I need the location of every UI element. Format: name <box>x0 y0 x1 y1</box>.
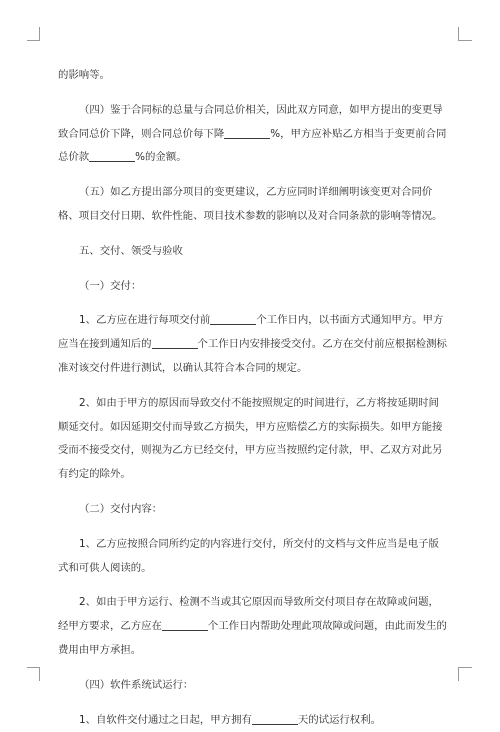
crop-mark-top-right <box>458 27 472 41</box>
paragraph-continuation: 的影响等。 <box>58 69 110 81</box>
fill-in-blank[interactable] <box>224 125 270 139</box>
subsection-heading-delivery: （一）交付： <box>79 279 142 292</box>
content-item-2: 2、如由于甲方运行、检测不当或其它原因而导致所交付项目存在故障或问题，经甲方要求，乙方应在 个工作日内帮助处理此项故障或问题，由此而发生的费用由甲方承担。 <box>58 596 447 656</box>
fill-in-blank[interactable] <box>152 335 198 349</box>
subsection-heading-trial-run: （四）软件系统试运行： <box>79 678 194 691</box>
crop-mark-bottom-left <box>27 667 40 681</box>
fill-in-blank[interactable] <box>210 311 256 325</box>
trial-run-item-1: 1、自软件交付通过之日起，甲方拥有 天的试运行权利。 <box>58 709 448 732</box>
fill-in-blank[interactable] <box>252 711 298 725</box>
crop-mark-top-left <box>27 27 40 41</box>
subsection-heading-content: （二）交付内容： <box>79 502 163 515</box>
clause-5-paragraph: （五）如乙方提出部分项目的变更建议，乙方应同时详细阐明该变更对合同价格、项目交付日期、软件性能、项目技术参数的影响以及对合同条款的影响等情况。 <box>58 186 443 222</box>
delivery-item-2: 2、如由于甲方的原因而导致交付不能按照规定的时间进行，乙方将按延期时间顺延交付。如因延期交付而导致乙方损失，甲方应赔偿乙方的实际损失。如甲方能接受而不接受交付，则视为乙方已经交付，甲方应当按照约定付款，甲、乙双方对此另有约定的除外。 <box>58 396 443 481</box>
content-item-1: 1、乙方应按照合同所约定的内容进行交付，所交付的文档与文件应当是电子版式和可供人阅读的。 <box>58 537 439 574</box>
document-page <box>58 64 448 732</box>
delivery-item-1: 1、乙方应在进行每项交付前 个工作日内，以书面方式通知甲方。甲方应当在接到通知后的 个工作日内安排接受交付。乙方在交付前应根据检测标准对该交付件进行测试，以确认其符合本合同的规定。 <box>58 309 448 380</box>
section-heading: 五、交付、领受与验收 <box>79 244 183 257</box>
crop-mark-bottom-right <box>458 667 472 681</box>
fill-in-blank[interactable] <box>89 148 135 162</box>
clause-4-paragraph: （四）鉴于合同标的总量与合同总价相关，因此双方同意，如甲方提出的变更导致合同总价下降，则合同总价每下降 %，甲方应补贴乙方相当于变更前合同总价款 %的金额。 <box>58 103 447 164</box>
fill-in-blank[interactable] <box>162 617 208 631</box>
